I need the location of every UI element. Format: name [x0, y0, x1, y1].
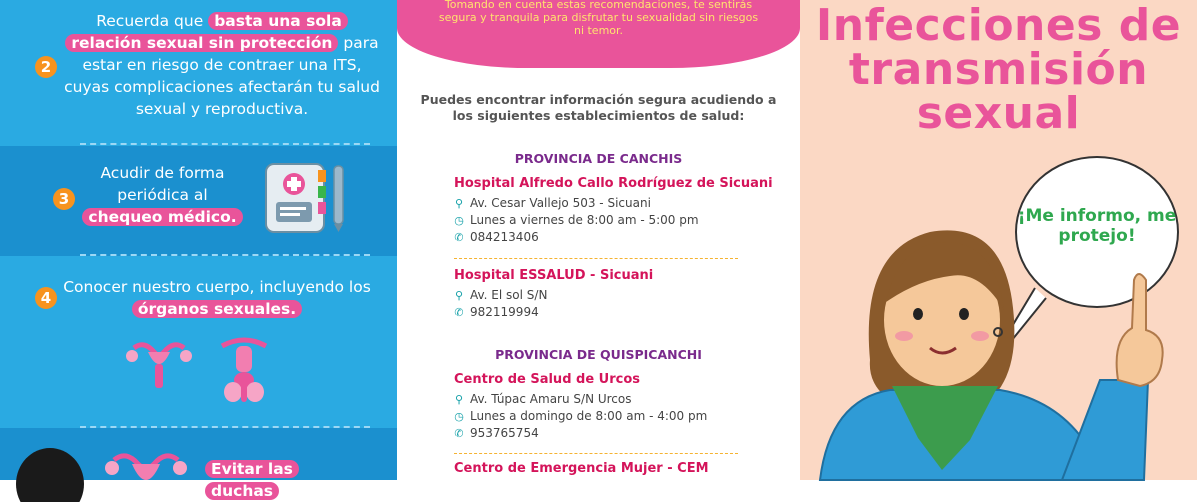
- male-reproductive-organs-icon: [214, 336, 274, 404]
- location-pin-icon: ⚲: [454, 289, 464, 302]
- divider: [80, 426, 370, 428]
- step-5-text: [205, 458, 365, 502]
- step-4-highlight: órganos sexuales.: [132, 300, 302, 318]
- clock-icon: ◷: [454, 214, 464, 227]
- province-heading: PROVINCIA DE CANCHIS: [514, 151, 683, 166]
- facility-hours: Lunes a viernes de 8:00 am - 5:00 pm: [470, 213, 699, 227]
- facility-name: Centro de Salud de Urcos: [454, 372, 641, 387]
- step-number-4: 4: [35, 287, 57, 309]
- step-2-text-before: Recuerda que: [96, 12, 204, 30]
- medical-record-icon: [262, 162, 352, 234]
- facility-address: Av. Túpac Amaru S/N Urcos: [470, 392, 632, 406]
- phone-icon: ✆: [454, 231, 464, 244]
- province-heading: PROVINCIA DE QUISPICANCHI: [495, 347, 702, 362]
- title-line: transmisión: [848, 44, 1149, 95]
- step-4-text: [62, 276, 372, 320]
- divider: [454, 258, 738, 259]
- phone-icon: ✆: [454, 427, 464, 440]
- recommendation-banner: [397, 0, 800, 68]
- title-line: sexual: [916, 88, 1081, 139]
- step-4-text-before: Conocer nuestro cuerpo, incluyendo los: [63, 278, 371, 296]
- facility-address: Av. El sol S/N: [470, 288, 548, 302]
- step-3-highlight: chequeo médico.: [82, 208, 242, 226]
- step-2-text-after: para estar en riesgo de contraer una ITS, cuyas complicaciones afectarán tu salud sexual y reproductiva.: [64, 34, 380, 118]
- divider: [80, 254, 370, 256]
- banner-text: Tomando en cuenta estas recomendaciones, te sentirás segura y tranquila para disfrutar tu sexualidad sin riesgos ni temor.: [438, 0, 759, 37]
- intro-text: Puedes encontrar información segura acudiendo a los siguientes establecimientos de salud:: [420, 92, 777, 123]
- divider: [80, 143, 370, 145]
- facility-name: Hospital ESSALUD - Sicuani: [454, 268, 654, 283]
- speech-bubble-text: ¡Me informo, me protejo!: [1017, 206, 1177, 246]
- facility-phone: 953765754: [470, 426, 539, 440]
- clock-icon: ◷: [454, 410, 464, 423]
- phone-icon: ✆: [454, 306, 464, 319]
- left-panel: [0, 0, 397, 500]
- facility-address: Av. Cesar Vallejo 503 - Sicuani: [470, 196, 651, 210]
- title-line: Infecciones de: [815, 0, 1182, 51]
- step-2-highlight: basta una sola relación sexual sin protección: [65, 12, 347, 52]
- female-reproductive-organs-icon: [104, 446, 188, 480]
- facility-details: [454, 195, 699, 246]
- middle-panel: [397, 0, 800, 480]
- facility-name: Hospital Alfredo Callo Rodríguez de Sicuani: [454, 176, 773, 191]
- facility-details: [454, 391, 707, 442]
- step-number-3: 3: [53, 188, 75, 210]
- step-number-2: 2: [35, 56, 57, 78]
- facility-details: [454, 287, 547, 321]
- woman-avatar-icon: [12, 446, 88, 486]
- step-3-text-before: Acudir de forma periódica al: [100, 164, 225, 204]
- step-2-text: [62, 10, 382, 120]
- step-3-text: [80, 162, 245, 228]
- location-pin-icon: ⚲: [454, 393, 464, 406]
- location-pin-icon: ⚲: [454, 197, 464, 210]
- facility-name: Centro de Emergencia Mujer - CEM: [454, 461, 709, 476]
- woman-illustration: [800, 210, 1197, 480]
- page-title: [800, 0, 1197, 139]
- right-panel: [800, 0, 1197, 480]
- facility-hours: Lunes a domingo de 8:00 am - 4:00 pm: [470, 409, 708, 423]
- facility-phone: 084213406: [470, 230, 539, 244]
- step-5-highlight: Evitar las duchas: [205, 460, 299, 500]
- facility-phone: 982119994: [470, 305, 539, 319]
- female-reproductive-organs-icon: [124, 336, 194, 394]
- divider: [454, 453, 738, 454]
